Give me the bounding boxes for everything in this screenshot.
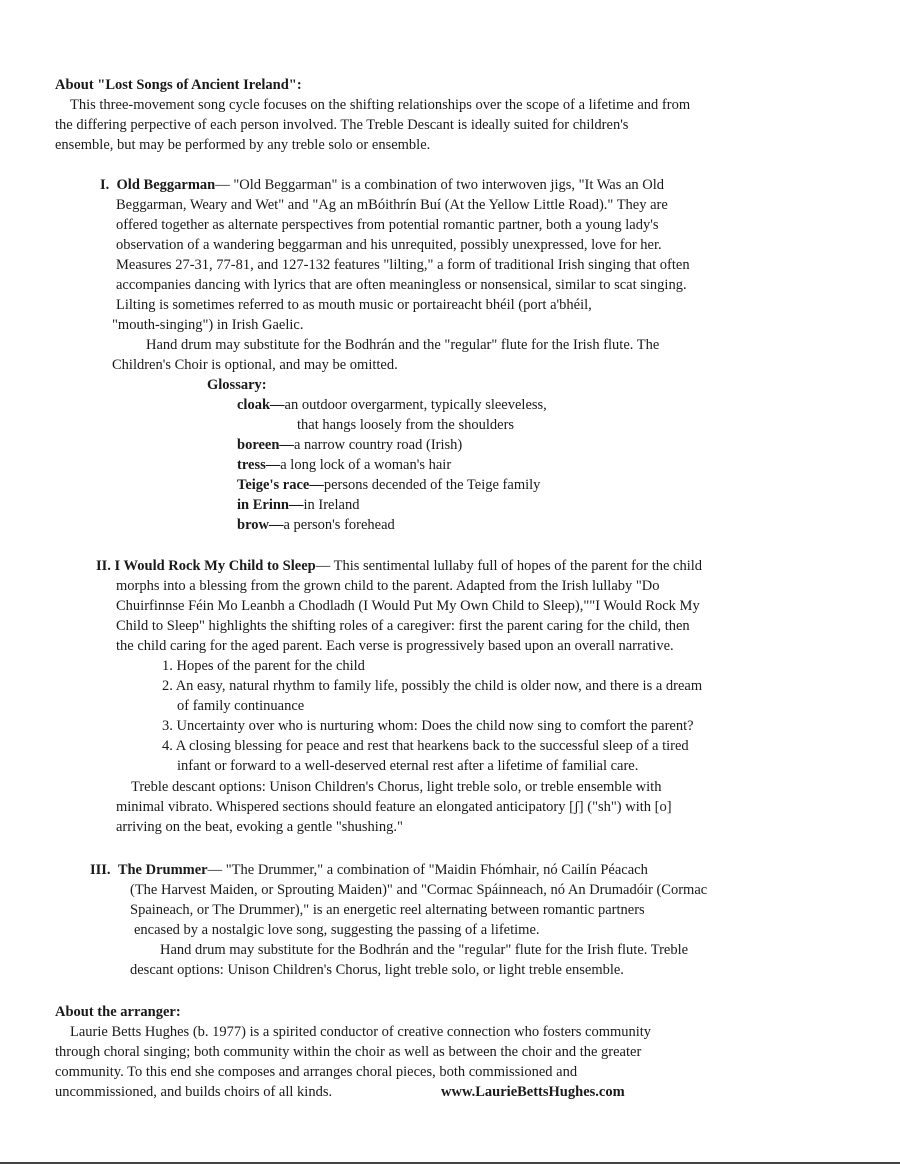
movement-1-text: Children's Choir is optional, and may be omitted.	[112, 357, 398, 373]
movement-1-text: "mouth-singing") in Irish Gaelic.	[112, 317, 304, 333]
movement-3-text: — "The Drummer," a combination of "Maidin Fhómhair, nó Cailín Péacach	[207, 862, 648, 878]
narrative-list-item: 1. Hopes of the parent for the child	[162, 658, 365, 674]
glossary-definition: an outdoor overgarment, typically sleeveless,	[284, 397, 547, 413]
movement-3-text: (The Harvest Maiden, or Sprouting Maiden)" and "Cormac Spáinneach, nó An Drumadóir (Cormac	[130, 882, 708, 898]
glossary-entry	[237, 435, 462, 455]
glossary-definition: a person's forehead	[283, 517, 395, 533]
movement-3-title: The Drummer	[117, 862, 208, 878]
movement-2-descant: arriving on the beat, evoking a gentle "shushing."	[116, 819, 403, 835]
movement-1-text: Hand drum may substitute for the Bodhrán and the "regular" flute for the Irish flute. The	[146, 337, 660, 353]
glossary-definition: persons decended of the Teige family	[323, 477, 541, 493]
movement-2-title-line	[96, 556, 702, 576]
glossary-definition: in Ireland	[303, 497, 360, 513]
glossary-definition: a long lock of a woman's hair	[280, 457, 452, 473]
movement-1-text: — "Old Beggarman" is a combination of two interwoven jigs, "It Was an Old	[215, 177, 665, 193]
movement-1-title: Old Beggarman	[116, 177, 216, 193]
arranger-text: Laurie Betts Hughes (b. 1977) is a spirited conductor of creative connection who fosters community	[70, 1024, 652, 1040]
glossary-definition: that hangs loosely from the shoulders	[297, 417, 515, 433]
movement-1-title-line	[100, 175, 664, 195]
about-line: This three-movement song cycle focuses on the shifting relationships over the scope of a lifetime and from	[70, 97, 691, 113]
movement-2-title: I Would Rock My Child to Sleep	[114, 558, 316, 574]
movement-1-text: Measures 27-31, 77-81, and 127-132 features "lilting," a form of traditional Irish singing that often	[116, 257, 690, 273]
glossary-term: Teige's race—	[237, 477, 324, 493]
arranger-text: uncommissioned, and builds choirs of all kinds.	[55, 1084, 333, 1100]
movement-1-text: observation of a wandering beggarman and his unrequited, possibly unexpressed, love for her.	[116, 237, 662, 253]
website-link[interactable]: www.LaurieBettsHughes.com	[441, 1084, 625, 1100]
movement-3-text: Hand drum may substitute for the Bodhrán and the "regular" flute for the Irish flute. Treble	[160, 942, 689, 958]
movement-1-text: Beggarman, Weary and Wet" and "Ag an mBóithrín Buí (At the Yellow Little Road)." They are	[116, 197, 668, 213]
glossary-entry	[237, 495, 359, 515]
glossary-term: brow—	[237, 517, 284, 533]
narrative-list-item-cont: infant or forward to a well-deserved eternal rest after a lifetime of familial care.	[177, 758, 639, 774]
movement-1-numeral: I.	[100, 177, 110, 193]
glossary-entry	[237, 515, 395, 535]
movement-2-text: Chuirfinnse Féin Mo Leanbh a Chodladh (I Would Put My Own Child to Sleep),""I Would Rock My	[116, 598, 700, 614]
movement-3-text: Spaineach, or The Drummer)," is an energetic reel alternating between romantic partners	[130, 902, 645, 918]
narrative-list-item: 2. An easy, natural rhythm to family life, possibly the child is older now, and there is a dream	[162, 678, 703, 694]
movement-2-descant: Treble descant options: Unison Children's Chorus, light treble solo, or treble ensemble with	[131, 779, 662, 795]
narrative-list-item: 4. A closing blessing for peace and rest that hearkens back to the successful sleep of a tired	[162, 738, 689, 754]
narrative-list-item-cont: of family continuance	[177, 698, 305, 714]
about-line: the differing perpective of each person involved. The Treble Descant is ideally suited for children's	[55, 117, 629, 133]
arranger-text: through choral singing; both community within the choir as well as between the choir and the greater	[55, 1044, 642, 1060]
movement-3-numeral: III.	[90, 862, 111, 878]
arranger-heading: About the arranger:	[55, 1004, 181, 1020]
glossary-definition: a narrow country road (Irish)	[293, 437, 463, 453]
glossary-heading: Glossary:	[207, 377, 267, 393]
movement-3-text: encased by a nostalgic love song, suggesting the passing of a lifetime.	[134, 922, 540, 938]
glossary-term: tress—	[237, 457, 281, 473]
movement-1-text: accompanies dancing with lyrics that are often meaningless or nonsensical, similar to scat singing.	[116, 277, 687, 293]
movement-2-descant: minimal vibrato. Whispered sections should feature an elongated anticipatory [ʃ] ("sh") with [o]	[116, 799, 672, 815]
movement-2-text: Child to Sleep" highlights the shifting roles of a caregiver: first the parent caring for the child, then	[116, 618, 690, 634]
movement-3-title-line	[90, 860, 648, 880]
glossary-term: boreen—	[237, 437, 294, 453]
movement-3-text: descant options: Unison Children's Chorus, light treble solo, or light treble ensemble.	[130, 962, 624, 978]
movement-1-text: offered together as alternate perspectives from potential romantic partner, both a young lady's	[116, 217, 659, 233]
glossary-entry	[297, 415, 514, 435]
movement-2-text: morphs into a blessing from the grown child to the parent. Adapted from the Irish lullaby "Do	[116, 578, 660, 594]
glossary-term: cloak—	[237, 397, 285, 413]
about-heading: About "Lost Songs of Ancient Ireland":	[55, 77, 302, 93]
glossary-entry	[237, 475, 540, 495]
movement-2-text: the child caring for the aged parent. Each verse is progressively based upon an overall narrative.	[116, 638, 674, 654]
movement-2-text: — This sentimental lullaby full of hopes of the parent for the child	[315, 558, 703, 574]
glossary-entry	[237, 395, 547, 415]
about-line: ensemble, but may be performed by any treble solo or ensemble.	[55, 137, 431, 153]
movement-2-numeral: II.	[96, 558, 111, 574]
movement-1-text: Lilting is sometimes referred to as mouth music or portaireacht bhéil (port a'bhéil,	[116, 297, 592, 313]
arranger-text: community. To this end she composes and arranges choral pieces, both commissioned and	[55, 1064, 578, 1080]
narrative-list-item: 3. Uncertainty over who is nurturing whom: Does the child now sing to comfort the parent?	[162, 718, 694, 734]
glossary-term: in Erinn—	[237, 497, 304, 513]
glossary-entry	[237, 455, 451, 475]
